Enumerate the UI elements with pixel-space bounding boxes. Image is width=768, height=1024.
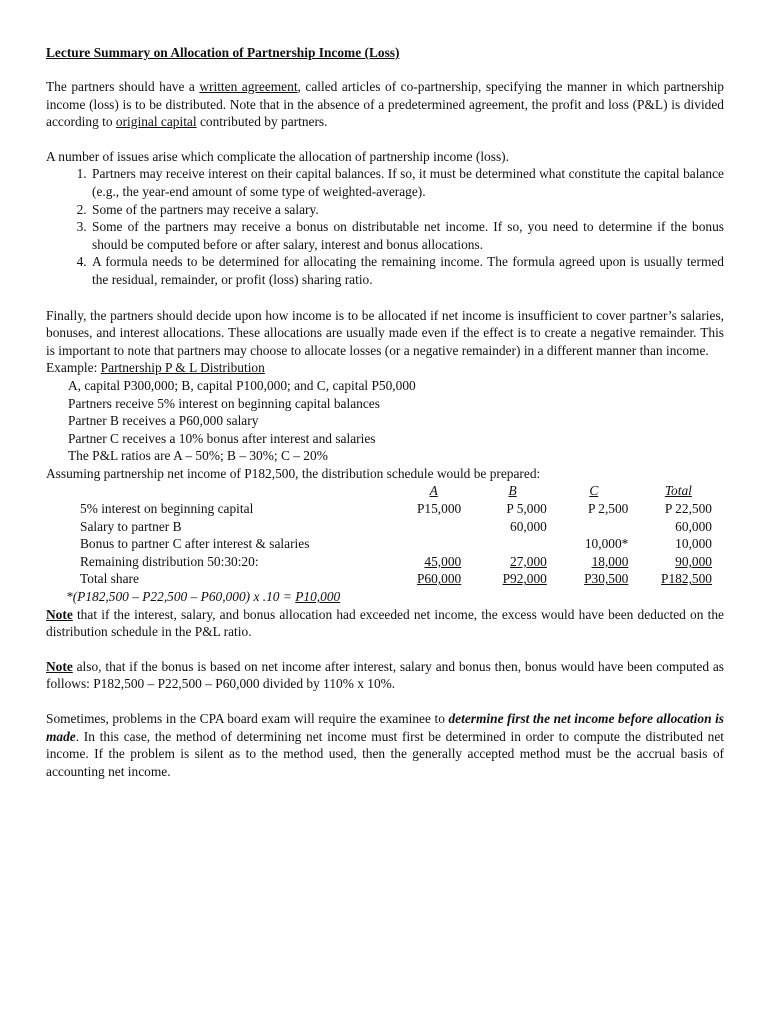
table-row [80, 500, 712, 518]
distribution-schedule [80, 482, 712, 588]
example-line: The P&L ratios are A – 50%; B – 30%; C – 20% [68, 448, 328, 464]
cell-c [547, 553, 629, 571]
intro-text-3: contributed by partners. [196, 114, 328, 130]
cell-c [547, 570, 629, 588]
closing-paragraph [46, 710, 724, 780]
schedule-header-row [80, 482, 712, 500]
table-row [80, 570, 712, 588]
schedule-header-cell [461, 482, 547, 500]
schedule-header-cell [378, 482, 462, 500]
footnote-result: P10,000 [295, 589, 341, 605]
intro-paragraph [46, 78, 724, 131]
example-line: Partner C receives a 10% bonus after interest and salaries [68, 430, 376, 446]
finally-paragraph: Finally, the partners should decide upon how income is to be allocated if net income is insufficient to cover partner’s salaries, bonuses, and interest allocations. These allocations are usually made even if the effect is to create a negative remainder. This is important to note that partners may choose to allocate losses (or a negative remainder) in a different manner than income. [46, 307, 724, 358]
cell-b: 60,000 [510, 518, 547, 534]
cell-total: 10,000 [675, 536, 712, 552]
schedule-header-cell [547, 482, 629, 500]
cell-a [378, 518, 462, 536]
example-line: Partners receive 5% interest on beginning capital balances [68, 395, 380, 411]
example-title: Partnership P & L Distribution [100, 360, 265, 376]
footnote-formula: *(P182,500 – P22,500 – P60,000) x .10 = [66, 589, 296, 605]
cell-total: 60,000 [675, 518, 712, 534]
row-label: Salary to partner B [80, 518, 182, 534]
header-a: A [429, 483, 438, 499]
closing-emphasis: determine first the net income before allocation is made [46, 711, 725, 744]
cell-b [461, 535, 547, 553]
example-line: Partner B receives a P60,000 salary [68, 413, 259, 429]
cell-a-value: 45,000 [424, 553, 462, 569]
cell-total [628, 570, 712, 588]
closing-text-2: . In this case, the method of determining net income must first be determined in order to compute the distributed net income. If the problem is silent as to the method used, then the generally accepted method must be the accrual basis of accounting net income. [46, 728, 724, 779]
cell-a [378, 570, 462, 588]
document-page [46, 44, 724, 780]
intro-text-2: , called articles of co-partnership, specifying the manner in which partnership income (loss) is to be distributed. Note that in the absence of a predetermined agreement, the profit and loss (P&L) is divided according to [46, 79, 724, 130]
intro-underlined-2: original capital [115, 114, 197, 130]
row-label: Bonus to partner C after interest & salaries [80, 536, 310, 552]
cell-b: P 5,000 [506, 501, 547, 517]
header-total: Total [664, 483, 692, 499]
header-b: B [508, 483, 517, 499]
assumption-line: Assuming partnership net income of P182,500, the distribution schedule would be prepared: [46, 465, 541, 481]
table-row [80, 518, 712, 536]
cell-c-value: P30,500 [584, 571, 629, 587]
cell-b [461, 553, 547, 571]
cell-total-value: 90,000 [675, 553, 712, 569]
note-text: that if the interest, salary, and bonus allocation had exceeded net income, the excess would have been deducted on the distribution schedule in the P&L ratio. [46, 606, 724, 640]
note-paragraph-1 [46, 606, 724, 641]
cell-c [547, 518, 629, 536]
schedule-header-cell [628, 482, 712, 500]
table-row [80, 553, 712, 571]
cell-b-value: 27,000 [510, 553, 547, 569]
cell-c-value: 18,000 [591, 553, 629, 569]
document-title: Lecture Summary on Allocation of Partnership Income (Loss) [46, 45, 400, 60]
closing-text-1: Sometimes, problems in the CPA board exam will require the examinee to [46, 711, 449, 726]
cell-b [461, 570, 547, 588]
example-lines [46, 377, 724, 465]
note-paragraph-2 [46, 658, 724, 693]
cell-a [378, 535, 462, 553]
row-label: Remaining distribution 50:30:20: [80, 553, 259, 569]
schedule-footnote [66, 588, 724, 606]
intro-underlined-1: written agreement [199, 79, 298, 94]
cell-a [378, 553, 462, 571]
cell-total [628, 553, 712, 571]
cell-total-value: P182,500 [661, 571, 712, 587]
cell-c: 10,000* [584, 536, 629, 552]
cell-b-value: P92,000 [502, 571, 547, 587]
note-label: Note [46, 658, 73, 674]
row-label: Total share [80, 571, 139, 587]
example-label: Example: [46, 360, 101, 376]
list-item: 4. A formula needs to be determined for allocating the remaining income. The formula agreed upon is usually termed the residual, remainder, or profit (loss) sharing ratio. [90, 253, 724, 288]
row-label: 5% interest on beginning capital [80, 501, 254, 517]
issues-list [46, 165, 724, 288]
issues-lead: A number of issues arise which complicate the allocation of partnership income (loss). [46, 148, 509, 164]
schedule-header-blank [80, 482, 378, 500]
header-c: C [589, 483, 599, 499]
table-row [80, 535, 712, 553]
cell-c: P 2,500 [587, 501, 629, 517]
cell-total: P 22,500 [664, 501, 712, 517]
example-heading [46, 359, 724, 377]
note-label: Note [46, 606, 73, 622]
example-line: A, capital P300,000; B, capital P100,000; and C, capital P50,000 [68, 377, 416, 393]
intro-text-1: The partners should have a [46, 79, 200, 94]
note-text: also, that if the bonus is based on net income after interest, salary and bonus then, bonus would have been computed as follows: P182,500 – P22,500 – P60,000 divided by 110% x 10%. [46, 658, 724, 692]
cell-a-value: P60,000 [416, 571, 462, 587]
list-item: 1. Partners may receive interest on their capital balances. If so, it must be determined what constitute the capital balance (e.g., the year-end amount of some type of weighted-average). [90, 165, 724, 200]
list-item: 2. Some of the partners may receive a salary. [90, 201, 724, 219]
list-item: 3. Some of the partners may receive a bonus on distributable net income. If so, you need to determine if the bonus should be computed before or after salary, interest and bonus allocations. [90, 218, 724, 253]
cell-a: P15,000 [416, 501, 462, 517]
